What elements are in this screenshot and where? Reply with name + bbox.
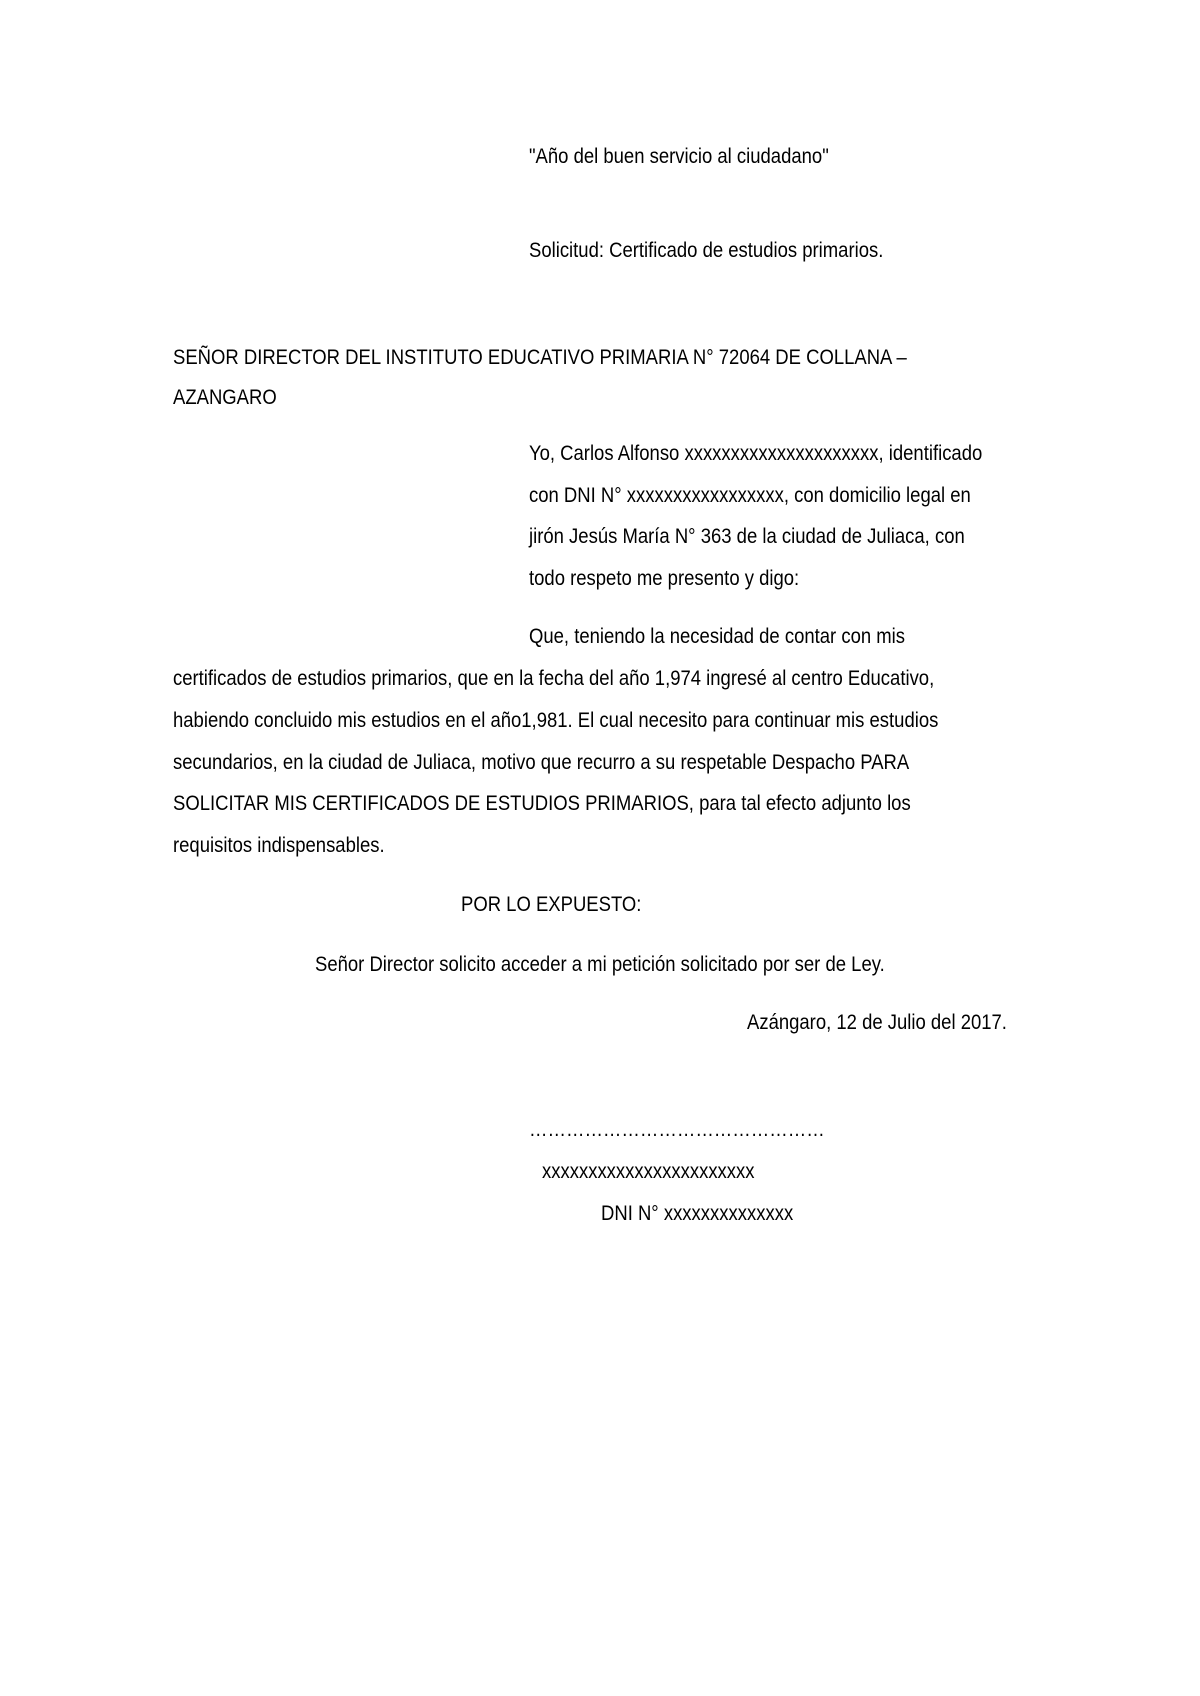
addressee-line-1: SEÑOR DIRECTOR DEL INSTITUTO EDUCATIVO PRIMARIA N° 72064 DE COLLANA – [173,346,907,369]
signature-line: ………………………………………… [529,1118,825,1141]
intro-line-2: con DNI N° xxxxxxxxxxxxxxxxx, con domicilio legal en [529,484,971,507]
intro-line-1: Yo, Carlos Alfonso xxxxxxxxxxxxxxxxxxxxx, identificado [529,442,983,465]
body-line-1: Que, teniendo la necesidad de contar con mis [529,625,906,648]
intro-line-3: jirón Jesús María N° 363 de la ciudad de Juliaca, con [529,525,965,548]
body-line-6: requisitos indispensables. [173,834,385,857]
intro-line-4: todo respeto me presento y digo: [529,567,800,590]
signature-name: xxxxxxxxxxxxxxxxxxxxxxx [542,1160,755,1183]
body-line-5: SOLICITAR MIS CERTIFICADOS DE ESTUDIOS PRIMARIOS, para tal efecto adjunto los [173,792,911,815]
addressee-line-2: AZANGARO [173,386,277,409]
year-motto: "Año del buen servicio al ciudadano" [529,145,829,168]
body-line-4: secundarios, en la ciudad de Juliaca, motivo que recurro a su respetable Despacho PARA [173,751,910,774]
signature-dni: DNI N° xxxxxxxxxxxxxx [601,1202,794,1225]
closing-heading: POR LO EXPUESTO: [461,893,642,916]
body-line-3: habiendo concluido mis estudios en el año1,981. El cual necesito para continuar mis estudios [173,709,939,732]
closing-request: Señor Director solicito acceder a mi petición solicitado por ser de Ley. [315,953,885,976]
body-line-2: certificados de estudios primarios, que en la fecha del año 1,974 ingresé al centro Educativo, [173,667,935,690]
request-subject: Solicitud: Certificado de estudios primarios. [529,239,884,262]
closing-date: Azángaro, 12 de Julio del 2017. [747,1011,1007,1034]
